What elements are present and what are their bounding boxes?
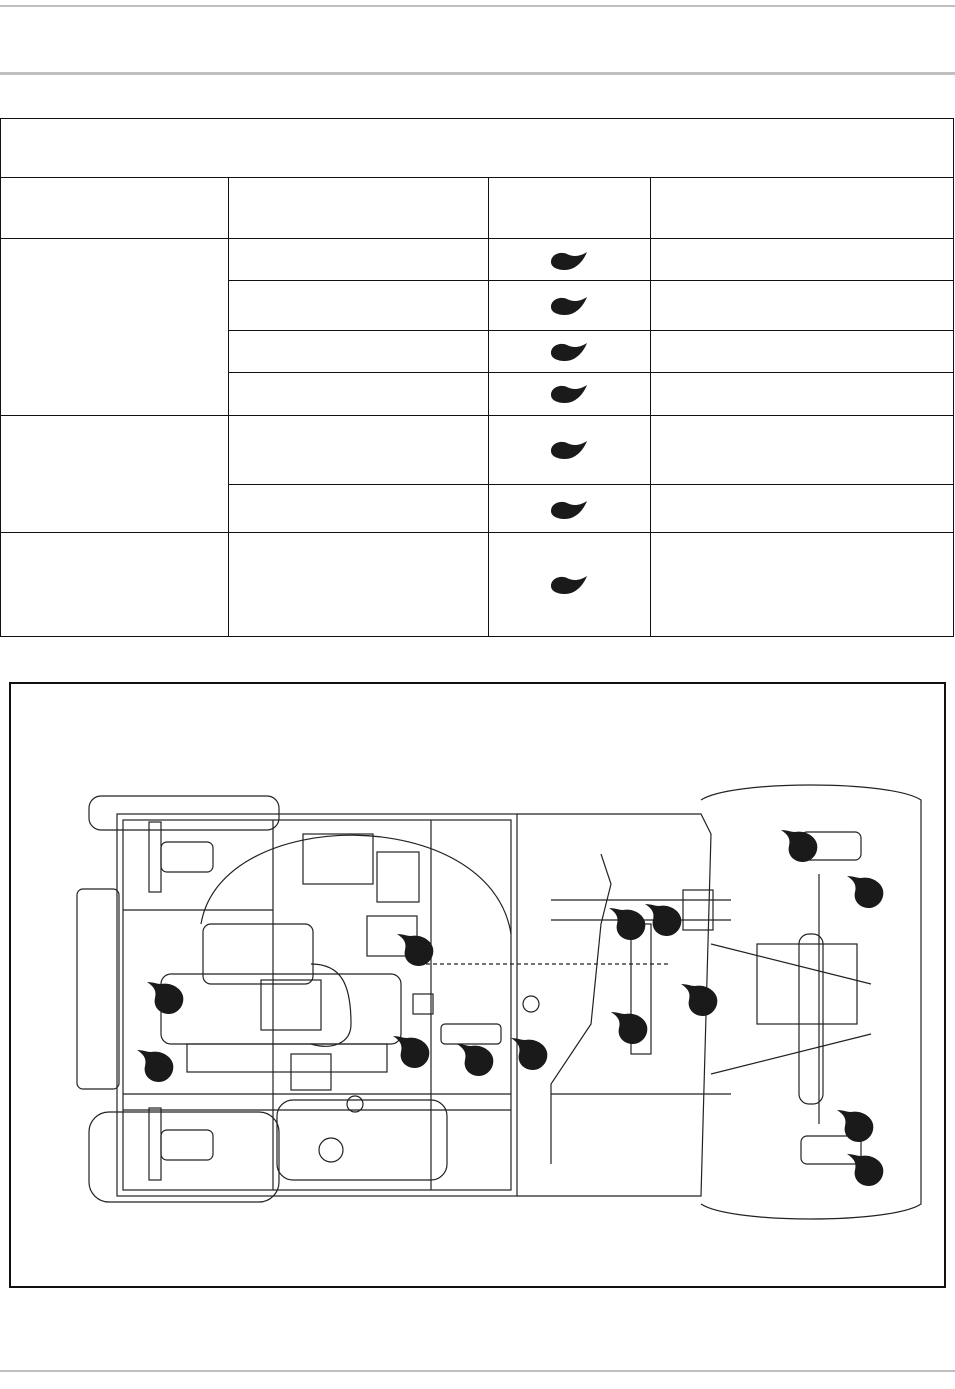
column-divider — [488, 178, 489, 636]
footer-rule — [0, 1370, 955, 1372]
fuel-tank — [277, 1100, 447, 1180]
vehicle-underside-diagram — [11, 684, 944, 1286]
row-divider — [228, 484, 953, 485]
lubrication-table — [0, 118, 954, 637]
lubricant-drop-icon — [609, 908, 645, 940]
lubricant-drop-icon — [397, 934, 433, 966]
lubricant-drop-icon — [681, 984, 717, 1016]
lubricant-drop-icon — [147, 982, 183, 1014]
lubricant-drop-icon — [781, 830, 817, 862]
lubricant-drop-icon — [549, 383, 589, 405]
table-caption-row — [1, 119, 953, 178]
header-rule — [0, 72, 955, 75]
row-divider — [228, 372, 953, 373]
lubricant-drop-icon — [137, 1050, 173, 1082]
rear-bumper — [77, 889, 119, 1089]
column-divider — [650, 178, 651, 636]
engine — [203, 924, 313, 984]
lubricant-drop-icon — [847, 1154, 883, 1186]
lubricant-drop-icon — [549, 499, 589, 521]
lubricant-drop-icon — [549, 574, 589, 596]
column-divider — [228, 178, 229, 636]
row-divider — [228, 330, 953, 331]
lubricant-drop-icon — [837, 1110, 873, 1142]
lubricant-drop-icon — [549, 295, 589, 317]
lubricant-drop-icon — [457, 1044, 493, 1076]
lubricant-drop-icon — [549, 439, 589, 461]
lubricant-drop-icon — [549, 341, 589, 363]
lubrication-callouts — [137, 830, 883, 1186]
top-rule — [0, 5, 955, 7]
row-divider — [228, 280, 953, 281]
row-divider — [1, 532, 953, 533]
lubricant-drop-icon — [549, 250, 589, 272]
row-divider — [1, 415, 953, 416]
chassis-lubrication-figure — [9, 682, 946, 1288]
row-divider — [1, 238, 953, 239]
lubricant-drop-icon — [847, 876, 883, 908]
lubricant-drop-icon — [611, 1012, 647, 1044]
